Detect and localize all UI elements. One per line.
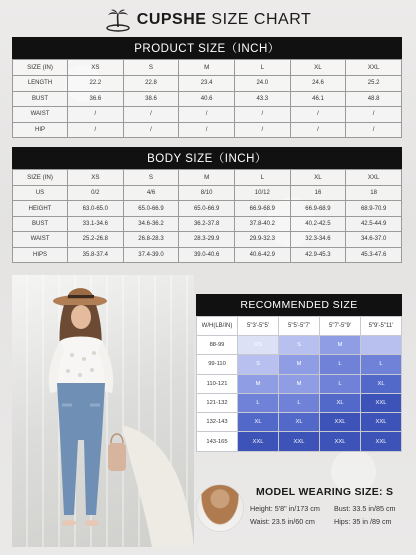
model-waist: Waist: 23.5 in/60 cm: [250, 517, 315, 526]
size-cell: L: [238, 393, 279, 412]
row-label: HIPS: [13, 247, 68, 262]
table-row: [197, 374, 402, 393]
size-cell: [361, 336, 402, 355]
size-cell: M: [320, 336, 361, 355]
table-cell: 24.0: [234, 76, 290, 92]
model-avatar: [196, 484, 244, 532]
table-row: [13, 216, 402, 231]
size-cell: L: [361, 355, 402, 374]
table-cell: /: [179, 107, 235, 123]
table-cell: 40.6-42.9: [234, 247, 290, 262]
table-cell: 66.9-68.9: [290, 201, 346, 216]
table-cell: 66.9-68.9: [234, 201, 290, 216]
table-cell: 48.8: [346, 91, 402, 107]
row-label: WAIST: [13, 232, 68, 247]
table-row: [13, 91, 402, 107]
size-cell: M: [238, 374, 279, 393]
model-wearing-size: MODEL WEARING SIZE: S: [256, 486, 394, 498]
column-header: 5"3'-5"5': [238, 317, 279, 336]
column-header: M: [179, 170, 235, 186]
row-label: 143-165: [197, 432, 238, 451]
table-cell: /: [234, 107, 290, 123]
page-header: [0, 6, 416, 34]
row-label: HEIGHT: [13, 201, 68, 216]
size-cell: L: [320, 374, 361, 393]
table-cell: 46.1: [290, 91, 346, 107]
size-cell: L: [320, 355, 361, 374]
table-cell: 45.3-47.6: [346, 247, 402, 262]
model-hips: Hips: 35 in /89 cm: [334, 517, 392, 526]
table-row: [197, 336, 402, 355]
table-cell: 36.2-37.8: [179, 216, 235, 231]
table-row: [197, 413, 402, 432]
table-cell: /: [290, 107, 346, 123]
table-cell: 39.0-40.6: [179, 247, 235, 262]
table-cell: 16: [290, 186, 346, 201]
table-cell: 10/12: [234, 186, 290, 201]
model-photo: [12, 275, 194, 547]
table-cell: 65.0-66.9: [123, 201, 179, 216]
table-row: [197, 355, 402, 374]
table-cell: 26.8-28.3: [123, 232, 179, 247]
size-cell: XXL: [320, 432, 361, 451]
column-header: XS: [68, 60, 124, 76]
table-cell: 34.6-36.2: [123, 216, 179, 231]
size-cell: XXL: [279, 432, 320, 451]
row-label: 88-99: [197, 336, 238, 355]
column-header: XXL: [346, 60, 402, 76]
size-cell: XL: [361, 374, 402, 393]
table-cell: 35.8-37.4: [68, 247, 124, 262]
row-label: LENGTH: [13, 76, 68, 92]
table-row: [197, 393, 402, 412]
table-cell: /: [68, 107, 124, 123]
row-label: 110-121: [197, 374, 238, 393]
table-cell: 38.6: [123, 91, 179, 107]
table-cell: 0/2: [68, 186, 124, 201]
recommended-size-title: RECOMMENDED SIZE: [196, 294, 402, 316]
table-cell: 28.3-29.9: [179, 232, 235, 247]
size-cell: S: [238, 355, 279, 374]
column-header: XXL: [346, 170, 402, 186]
model-info: [196, 478, 406, 550]
table-cell: 29.9-32.3: [234, 232, 290, 247]
size-cell: XL: [320, 393, 361, 412]
column-header: SIZE (IN): [13, 170, 68, 186]
product-size-title: PRODUCT SIZE（INCH）: [12, 37, 402, 59]
size-cell: XL: [279, 413, 320, 432]
table-cell: /: [234, 122, 290, 138]
column-header: 5"5'-5"7': [279, 317, 320, 336]
table-cell: 63.0-65.0: [68, 201, 124, 216]
row-label: WAIST: [13, 107, 68, 123]
table-cell: /: [346, 122, 402, 138]
table-cell: 4/6: [123, 186, 179, 201]
brand-name: CUPSHE: [136, 11, 207, 28]
table-row: [197, 432, 402, 451]
table-cell: /: [290, 122, 346, 138]
table-cell: 18: [346, 186, 402, 201]
recommended-size-table: [196, 294, 402, 452]
table-cell: 42.5-44.9: [346, 216, 402, 231]
size-cell: M: [279, 374, 320, 393]
table-cell: 8/10: [179, 186, 235, 201]
table-cell: 23.4: [179, 76, 235, 92]
table-row: [13, 107, 402, 123]
column-header: XS: [68, 170, 124, 186]
table-cell: 34.6-37.0: [346, 232, 402, 247]
table-cell: 68.9-70.9: [346, 201, 402, 216]
table-cell: /: [123, 107, 179, 123]
column-header: L: [234, 60, 290, 76]
table-header-row: [13, 60, 402, 76]
table-cell: 22.8: [123, 76, 179, 92]
model-bust: Bust: 33.5 in/85 cm: [334, 504, 396, 513]
table-cell: 40.6: [179, 91, 235, 107]
column-header: W/H(LB/IN): [197, 317, 238, 336]
table-header-row: [197, 317, 402, 336]
model-height: Height: 5'8" in/173 cm: [250, 504, 320, 513]
product-size-table: [12, 37, 402, 138]
column-header: S: [123, 60, 179, 76]
column-header: XL: [290, 60, 346, 76]
table-cell: /: [346, 107, 402, 123]
table-cell: 42.9-45.3: [290, 247, 346, 262]
row-label: 99-110: [197, 355, 238, 374]
table-cell: 32.3-34.6: [290, 232, 346, 247]
table-cell: 25.2: [346, 76, 402, 92]
body-size-table: [12, 147, 402, 263]
table-row: [13, 76, 402, 92]
row-label: 132-143: [197, 413, 238, 432]
table-cell: 22.2: [68, 76, 124, 92]
model-figure: [12, 275, 194, 547]
table-cell: 25.2-26.8: [68, 232, 124, 247]
palm-tree-logo-icon: [105, 8, 131, 32]
column-header: L: [234, 170, 290, 186]
row-label: BUST: [13, 216, 68, 231]
table-cell: 43.3: [234, 91, 290, 107]
table-cell: 36.6: [68, 91, 124, 107]
table-row: [13, 201, 402, 216]
page-title: SIZE CHART: [211, 11, 312, 28]
body-size-title: BODY SIZE（INCH）: [12, 147, 402, 169]
table-cell: /: [179, 122, 235, 138]
table-row: [13, 186, 402, 201]
table-cell: 65.0-66.9: [179, 201, 235, 216]
size-cell: XS: [238, 336, 279, 355]
row-label: US: [13, 186, 68, 201]
column-header: XL: [290, 170, 346, 186]
table-row: [13, 122, 402, 138]
size-cell: XXL: [361, 413, 402, 432]
table-row: [13, 247, 402, 262]
column-header: 5"9'-5"11': [361, 317, 402, 336]
column-header: SIZE (IN): [13, 60, 68, 76]
size-cell: S: [279, 336, 320, 355]
size-cell: M: [279, 355, 320, 374]
column-header: S: [123, 170, 179, 186]
table-cell: 33.1-34.6: [68, 216, 124, 231]
column-header: 5"7'-5"9': [320, 317, 361, 336]
column-header: M: [179, 60, 235, 76]
row-label: HIP: [13, 122, 68, 138]
table-cell: 37.8-40.2: [234, 216, 290, 231]
table-cell: 37.4-39.0: [123, 247, 179, 262]
table-cell: 24.6: [290, 76, 346, 92]
table-cell: 40.2-42.5: [290, 216, 346, 231]
size-cell: XXL: [361, 393, 402, 412]
size-cell: L: [279, 393, 320, 412]
size-cell: XXL: [361, 432, 402, 451]
row-label: BUST: [13, 91, 68, 107]
table-cell: /: [68, 122, 124, 138]
row-label: 121-132: [197, 393, 238, 412]
table-cell: /: [123, 122, 179, 138]
table-row: [13, 232, 402, 247]
table-header-row: [13, 170, 402, 186]
size-cell: XXL: [320, 413, 361, 432]
size-cell: XXL: [238, 432, 279, 451]
size-cell: XL: [238, 413, 279, 432]
